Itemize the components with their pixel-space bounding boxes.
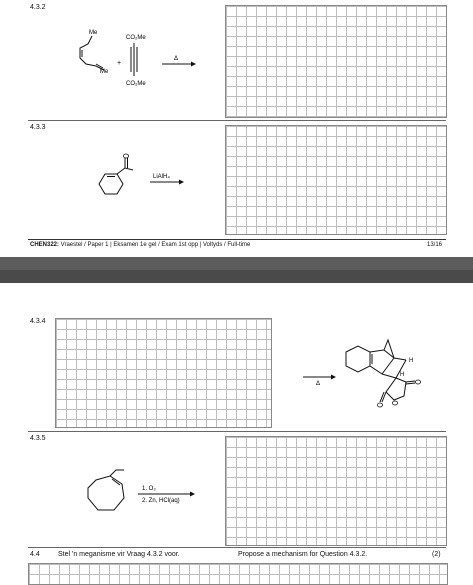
page-separator-shadow	[0, 270, 473, 283]
reagent-step-2: 2. Zn, HCl(aq)	[142, 498, 180, 504]
section-divider	[28, 120, 446, 121]
ketone-chain	[117, 168, 133, 174]
answer-grid-4-3-5[interactable]	[225, 436, 447, 546]
cycloheptene-ring	[88, 476, 124, 510]
co2me-label-bottom: CO₂Me	[126, 81, 146, 87]
section-divider	[28, 431, 446, 432]
question-number-4-3-3: 4.3.3	[30, 124, 46, 131]
reagent-step-1: 1. O₃	[142, 486, 156, 492]
cyclohexane-ring	[346, 346, 370, 372]
course-code: CHEN322:	[30, 242, 60, 248]
question-number-4-3-4: 4.3.4	[30, 318, 46, 325]
reaction-scheme-4-3-5	[80, 466, 210, 526]
heat-condition: Δ	[174, 56, 179, 62]
exam-page-13	[0, 0, 473, 257]
reaction-scheme-4-3-4	[298, 330, 438, 420]
question-number-4-3-5: 4.3.5	[30, 435, 46, 442]
diene-structure	[80, 36, 104, 70]
question-number-4-3-2: 4.3.2	[30, 4, 46, 11]
reaction-scheme-4-3-3	[85, 150, 195, 210]
reagent-label: LiAlH₄	[153, 174, 170, 180]
question-text-afrikaans: Stel 'n meganisme vir Vraag 4.3.2 voor.	[58, 551, 180, 558]
question-text-english: Propose a mechanism for Question 4.3.2.	[238, 551, 368, 558]
question-number-4-4: 4.4	[30, 551, 40, 558]
answer-grid-4-3-2[interactable]	[225, 5, 447, 118]
answer-grid-4-4[interactable]	[28, 563, 448, 585]
ethyl-group	[110, 470, 124, 476]
hydrogen-label-bottom: H	[400, 372, 405, 378]
page-number: 13/16	[426, 242, 442, 248]
page-footer	[28, 239, 446, 250]
footer-text	[30, 242, 250, 248]
answer-grid-4-3-3[interactable]	[225, 125, 447, 235]
section-divider	[28, 547, 446, 548]
question-marks: (2)	[432, 551, 441, 558]
reaction-scheme-4-3-2	[70, 24, 200, 94]
me-label-bottom: Me	[100, 69, 109, 75]
heat-condition: Δ	[316, 381, 321, 387]
footer-details: Vraestel / Paper 1 | Eksamen 1e gel / Exam 1st opp | Voltyds / Full-time	[59, 242, 251, 248]
hydrogen-label-top: H	[409, 358, 414, 364]
answer-grid-4-3-4[interactable]	[55, 318, 272, 428]
co2me-label-top: CO₂Me	[126, 35, 146, 41]
anhydride-ring	[386, 378, 406, 400]
me-label-top: Me	[89, 30, 98, 36]
plus-sign: +	[117, 60, 122, 67]
